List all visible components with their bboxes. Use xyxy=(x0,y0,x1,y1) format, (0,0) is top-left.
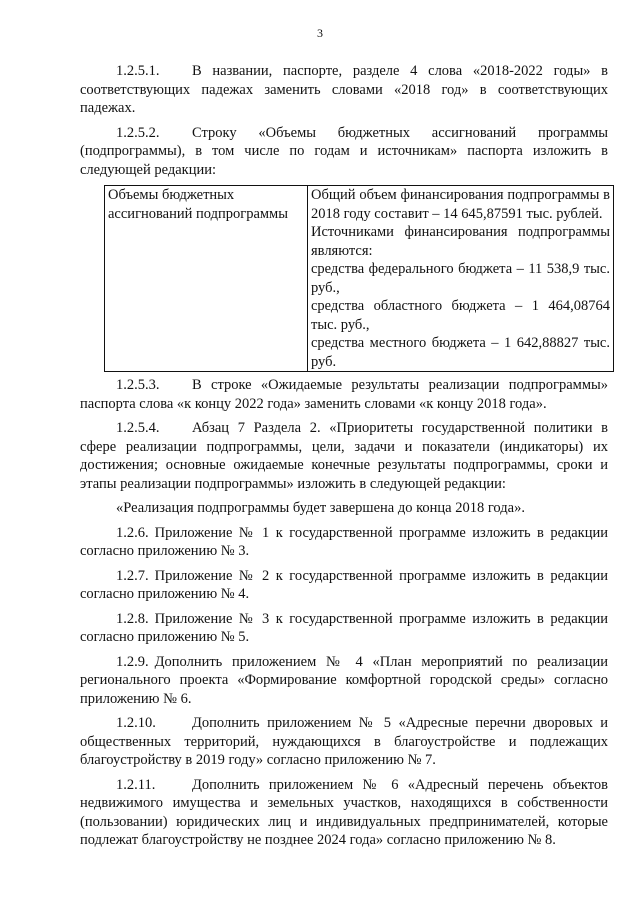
paragraph-1-2-6 xyxy=(80,524,608,561)
regional-budget-line: средства областного бюджета – 1 464,08764 тыс. руб., xyxy=(311,298,610,333)
paragraph-text: Строку «Объемы бюджетных ассигнований программы (подпрограммы), в том числе по годам и источникам» паспорта изложить в следующей редакции: xyxy=(80,124,608,178)
paragraph-1-2-9 xyxy=(80,653,608,709)
table-value-cell xyxy=(308,186,614,372)
paragraph-1-2-5-3 xyxy=(80,376,608,413)
paragraph-number: 1.2.8. xyxy=(116,610,149,627)
paragraph-text: Абзац 7 Раздела 2. «Приоритеты государственной политики в сфере реализации подпрограммы, цели, задачи и показатели (индикаторы) их достижения; основные ожидаемые конечные результаты подпрограммы, сроки и этапы реализации подпрограммы» изложить в следующей редакции: xyxy=(80,420,608,492)
quoted-paragraph: «Реализация подпрограммы будет завершена до конца 2018 года». xyxy=(116,500,525,516)
paragraph-number: 1.2.7. xyxy=(116,567,149,584)
paragraph-number: 1.2.5.2. xyxy=(116,124,160,141)
paragraph-text: В строке «Ожидаемые результаты реализации подпрограммы» паспорта слова «к концу 2022 года» заменить словами «к концу 2018 года». xyxy=(80,377,608,412)
paragraph-1-2-5-2 xyxy=(80,124,608,180)
paragraph-text: Дополнить приложением № 6 «Адресный перечень объектов недвижимого имущества и земельных участков, находящихся в собственности (пользовании) юридических лиц и индивидуальных предпринимателей, которые подлежат благоустройству не позднее 2024 года» согласно приложению № 8. xyxy=(80,776,608,848)
budget-allocation-table xyxy=(104,185,614,372)
paragraph-1-2-8 xyxy=(80,610,608,647)
paragraph-text: Приложение № 1 к государственной программе изложить в редакции согласно приложению № 3. xyxy=(80,524,608,559)
paragraph-1-2-10 xyxy=(80,714,608,770)
paragraph-number: 1.2.5.3. xyxy=(116,377,160,393)
paragraph-text: Приложение № 2 к государственной программе изложить в редакции согласно приложению № 4. xyxy=(80,567,608,602)
local-budget-line: средства местного бюджета – 1 642,88827 тыс. руб. xyxy=(311,335,610,370)
paragraph-number: 1.2.10. xyxy=(116,715,156,731)
table-label-cell: Объемы бюджетных ассигнований подпрограммы xyxy=(105,186,308,372)
paragraph-number: 1.2.11. xyxy=(116,776,156,793)
paragraph-1-2-11 xyxy=(80,776,608,850)
document-body xyxy=(80,62,608,856)
federal-budget-line: средства федерального бюджета – 11 538,9 тыс. руб., xyxy=(311,261,610,296)
paragraph-number: 1.2.6. xyxy=(116,524,149,541)
page-number: 3 xyxy=(317,26,323,40)
paragraph-1-2-5-1 xyxy=(80,62,608,118)
financing-total-line: Общий объем финансирования подпрограммы в 2018 году составит – 14 645,87591 тыс. рублей. xyxy=(311,187,610,222)
paragraph-text: В названии, паспорте, разделе 4 слова «2018-2022 годы» в соответствующих падежах заменить словами «2018 год» в соответствующих падежах. xyxy=(80,63,608,116)
paragraph-number: 1.2.9. xyxy=(116,653,149,670)
paragraph-text: Приложение № 3 к государственной программе изложить в редакции согласно приложению № 5. xyxy=(80,610,608,645)
paragraph-text: Дополнить приложением № 5 «Адресные перечни дворовых и общественных территорий, нуждающихся в благоустройстве и подлежащих благоустройству в 2019 году» согласно приложению № 7. xyxy=(80,715,608,768)
paragraph-1-2-7 xyxy=(80,567,608,604)
financing-sources-line: Источниками финансирования подпрограммы являются: xyxy=(311,224,610,259)
paragraph-number: 1.2.5.4. xyxy=(116,420,160,436)
table-row xyxy=(105,186,614,372)
paragraph-1-2-5-4 xyxy=(80,419,608,493)
paragraph-number: 1.2.5.1. xyxy=(116,63,160,79)
paragraph-text: Дополнить приложением № 4 «План мероприятий по реализации регионального проекта «Формирование комфортной городской среды» согласно приложению № 6. xyxy=(80,653,608,707)
